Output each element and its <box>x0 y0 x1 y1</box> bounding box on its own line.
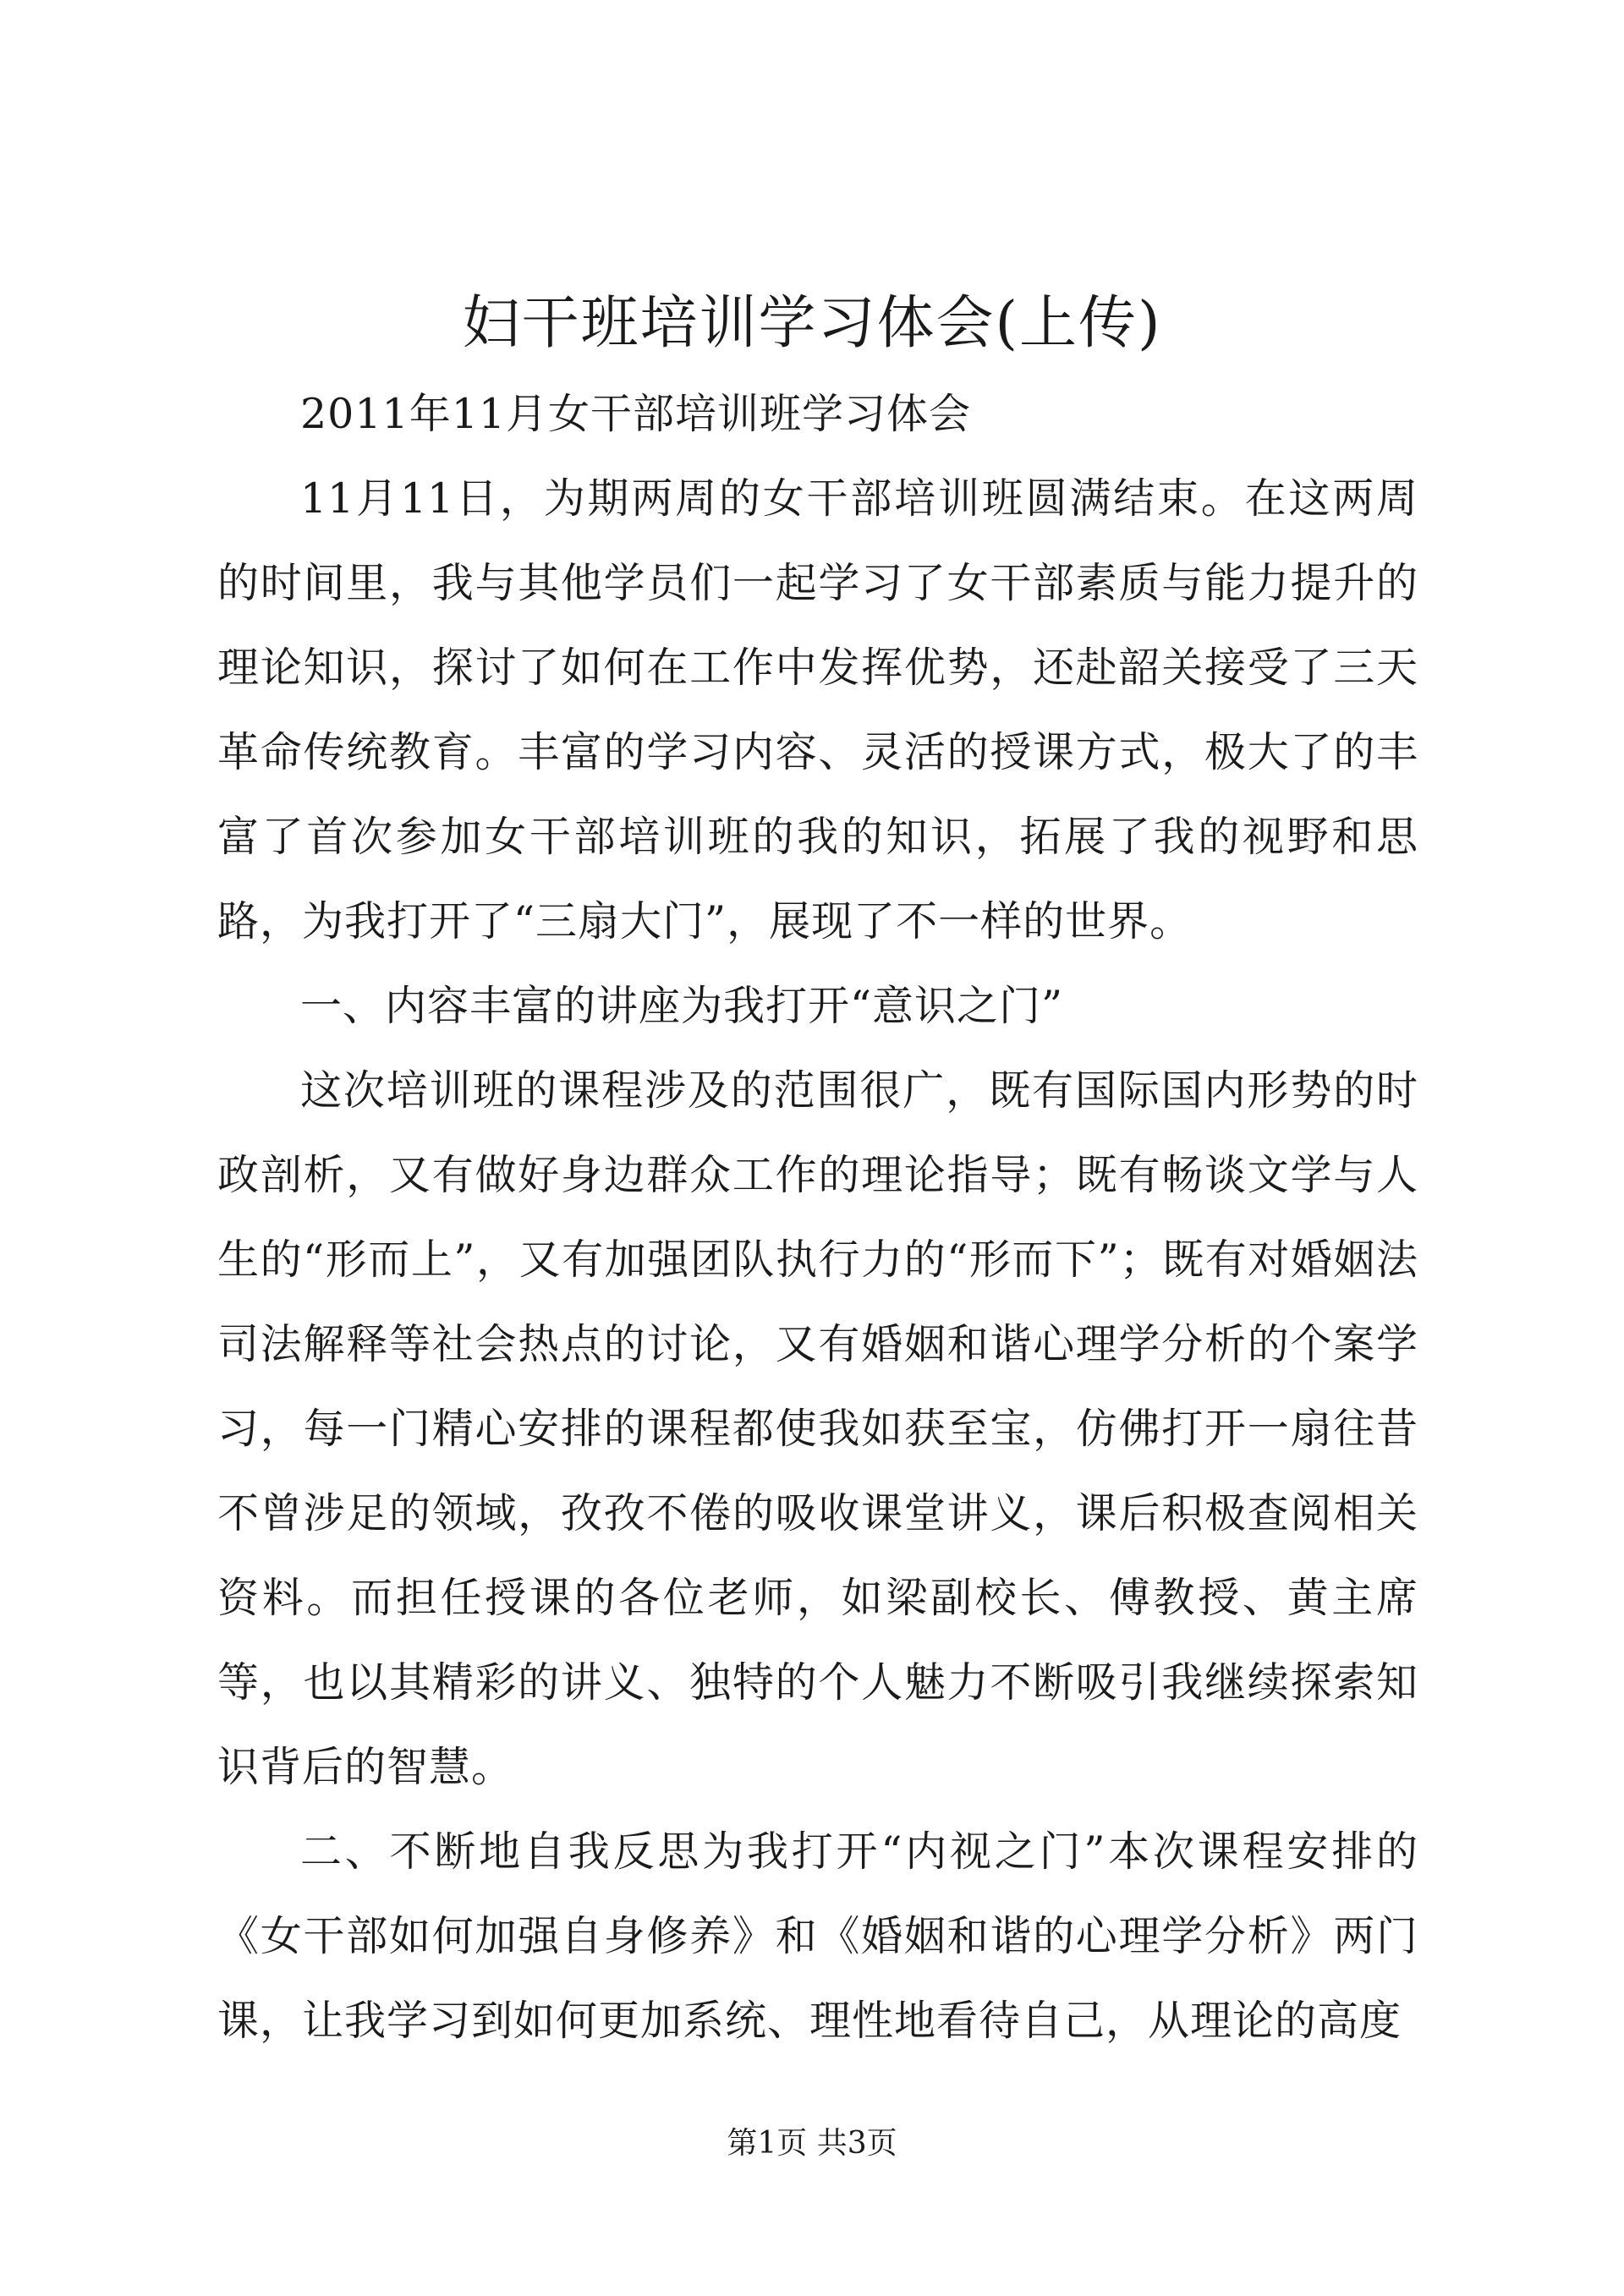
document-body <box>217 372 1418 2063</box>
subtitle-paragraph: 2011年11月女干部培训班学习体会 <box>300 390 972 438</box>
page-footer: 第1页 共3页 <box>727 2126 897 2161</box>
document-title: 妇干班培训学习体会(上传) <box>462 290 1162 357</box>
body-paragraph: 11月11日，为期两周的女干部培训班圆满结束。在这两周的时间里，我与其他学员们一起学习了女干部素质与能力提升的理论知识，探讨了如何在工作中发挥优势，还赴韶关接受了三天革命传统教育。丰富的学习内容、灵活的授课方式，极大了的丰富了首次参加女干部培训班的我的知识，拓展了我的视野和思路，为我打开了“三扇大门”，展现了不一样的世界。 <box>217 474 1418 945</box>
body-paragraph: 这次培训班的课程涉及的范围很广，既有国际国内形势的时政剖析，又有做好身边群众工作的理论指导；既有畅谈文学与人生的“形而上”，又有加强团队执行力的“形而下”；既有对婚姻法司法解释等社会热点的讨论，又有婚姻和谐心理学分析的个案学习，每一门精心安排的课程都使我如获至宝，仿佛打开一扇往昔不曾涉足的领域，孜孜不倦的吸收课堂讲义，课后积极查阅相关资料。而担任授课的各位老师，如梁副校长、傅教授、黄主席等，也以其精彩的讲义、独特的个人魅力不断吸引我继续探索知识背后的智慧。 <box>217 1066 1418 1791</box>
section-heading: 一、内容丰富的讲座为我打开“意识之门” <box>300 982 1064 1030</box>
body-paragraph: 二、不断地自我反思为我打开“内视之门”本次课程安排的《女干部如何加强自身修养》和《婚姻和谐的心理学分析》两门课，让我学习到如何更加系统、理性地看待自己，从理论的高度 <box>217 1827 1418 2045</box>
